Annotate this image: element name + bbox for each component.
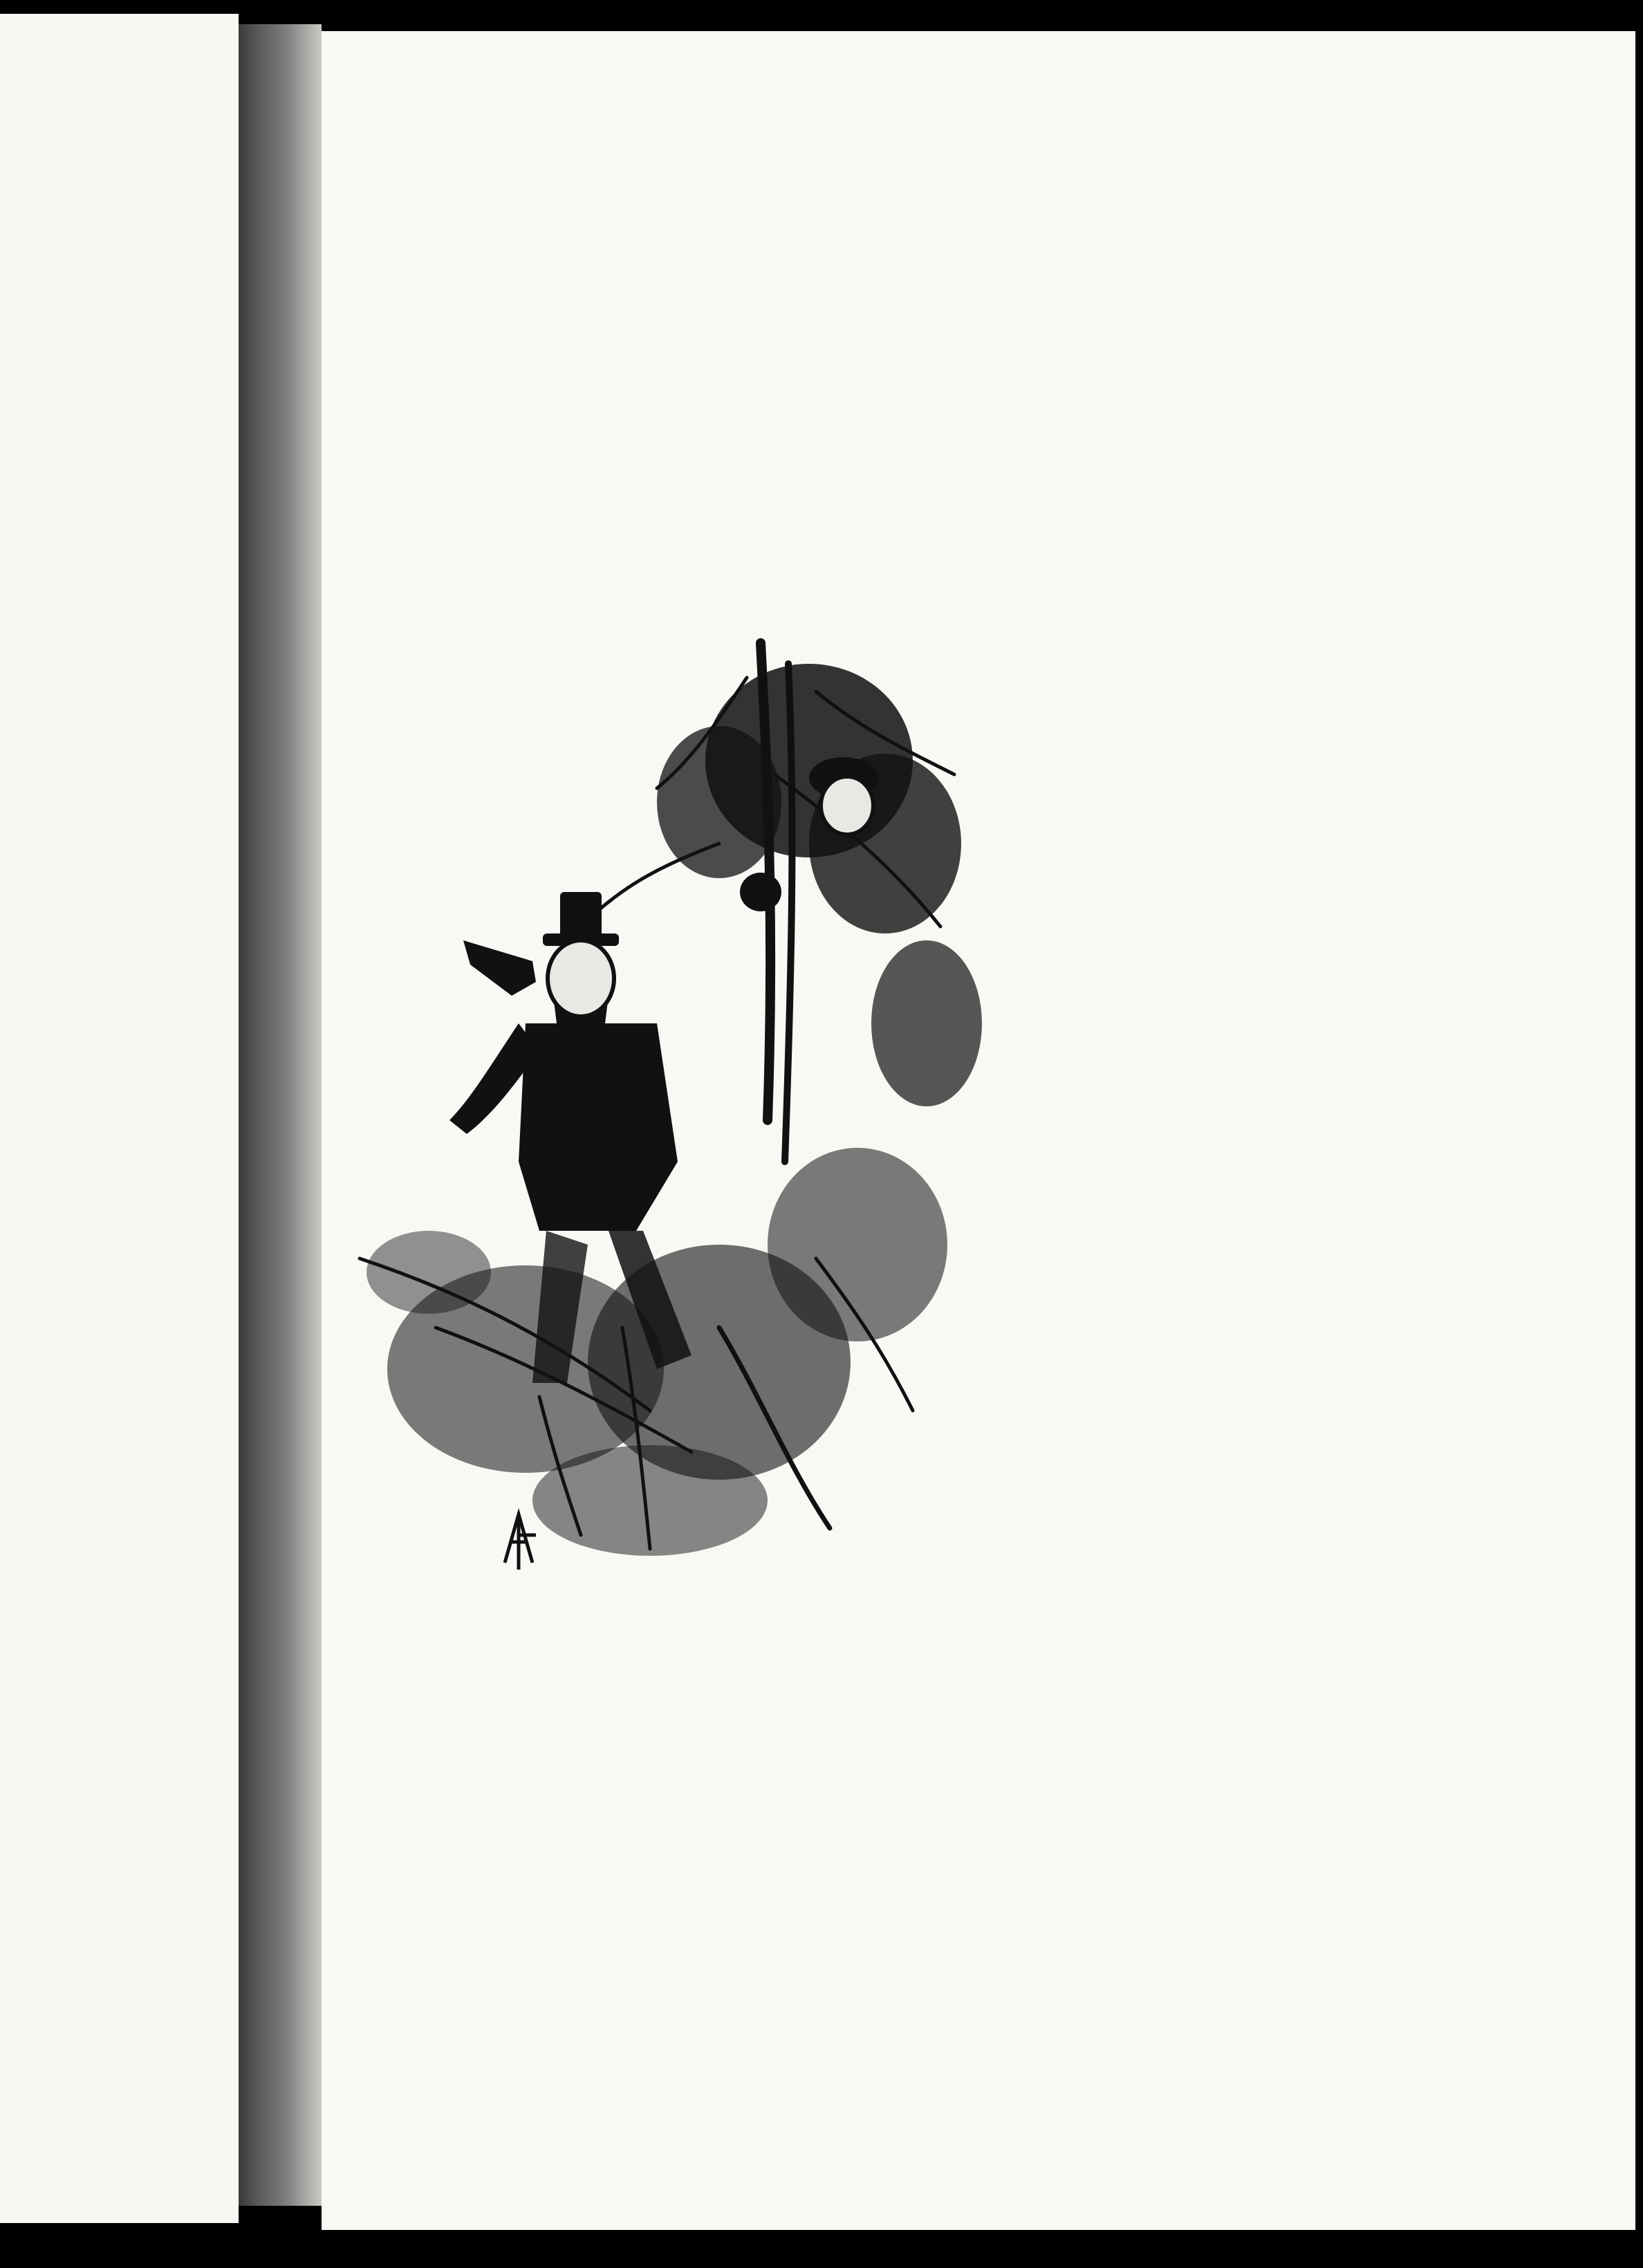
illustration-poacher-in-bushes: [332, 636, 996, 1618]
left-page: [0, 14, 239, 2223]
book-gutter: [239, 24, 322, 2206]
illustrator-monogram: [505, 1514, 536, 1570]
